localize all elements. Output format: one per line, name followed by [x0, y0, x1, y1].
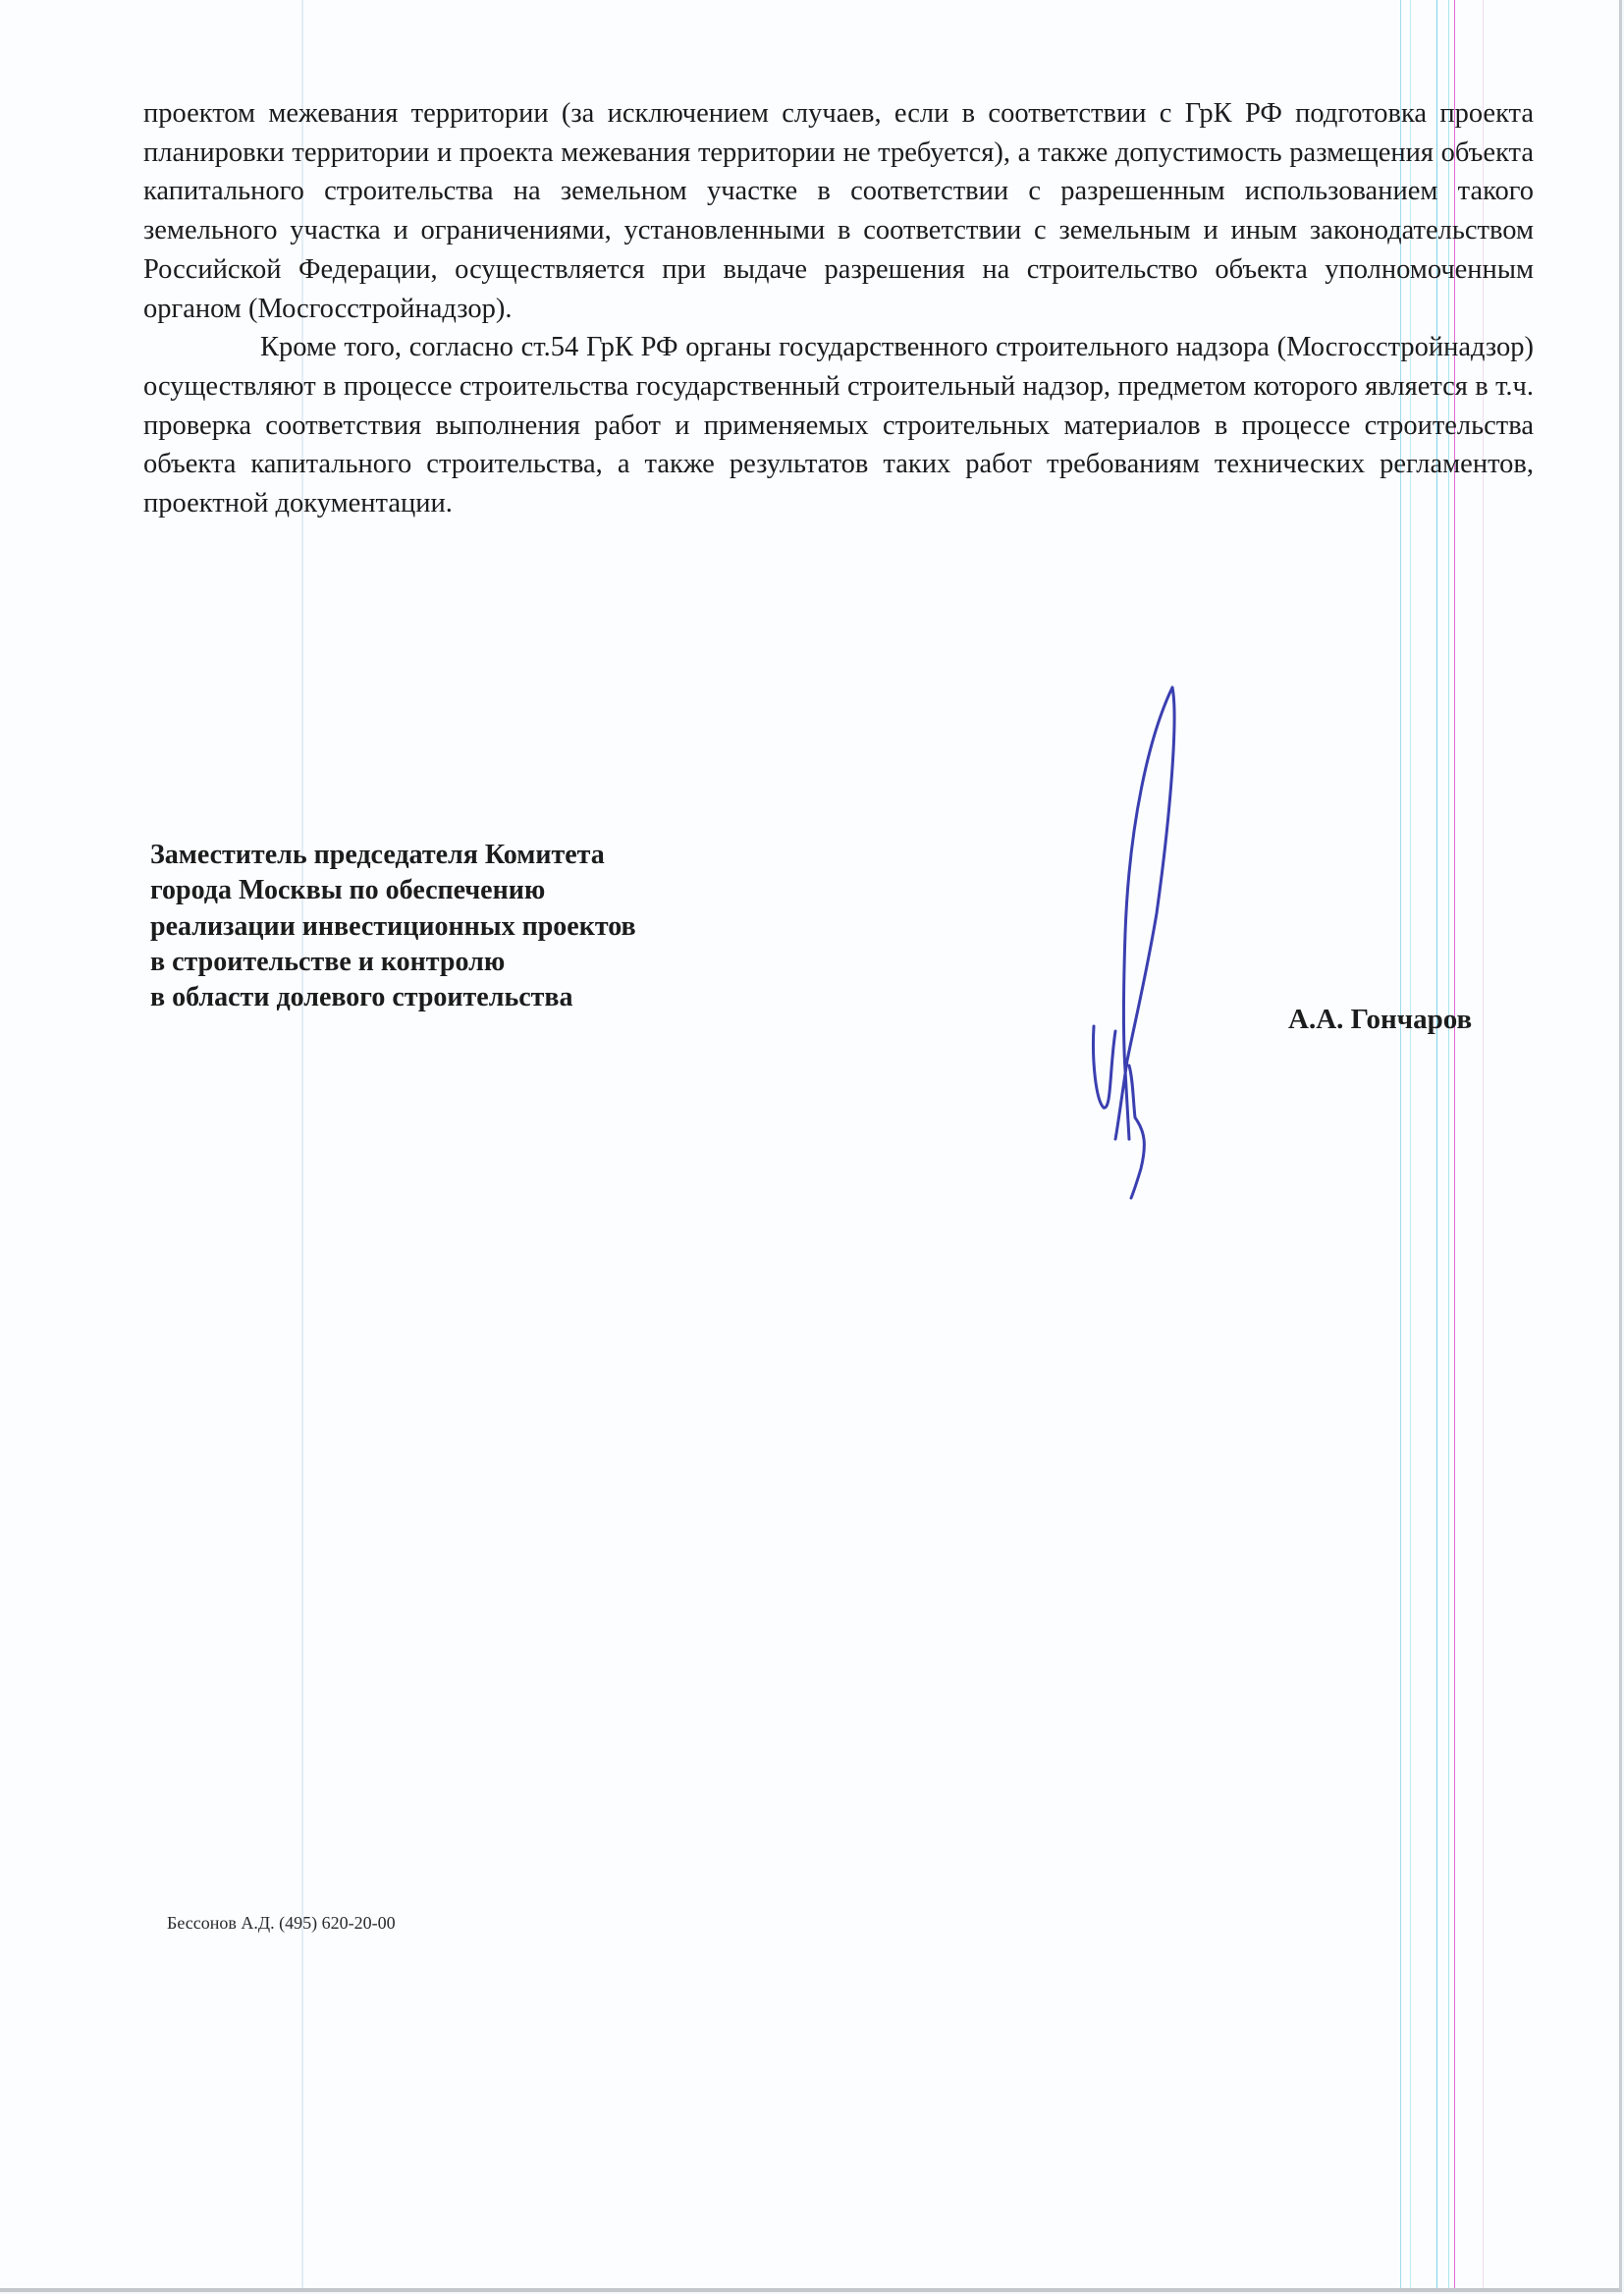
executor-contact: Бессонов А.Д. (495) 620-20-00: [167, 1913, 396, 1933]
letter-body: [143, 94, 1534, 523]
paragraph: Кроме того, согласно ст.54 ГрК РФ органы государственного строительного надзора (Мосгосстройнадзор) осуществляют в процессе строительства государственный строительный надзор, предметом которого является в т.ч. проверка соответствия выполнения работ и применяемых строительных материалов в процессе строительства объекта капитального строительства, а также результатов таких работ требованиям технических регламентов, проектной документации.: [143, 332, 1534, 519]
signatory-title-line: Заместитель председателя Комитета: [150, 840, 605, 870]
paragraph: проектом межевания территории (за исключением случаев, если в соответствии с ГрК РФ подготовка проекта планировки территории и проекта межевания территории не требуется), а также допустимость размещения объекта капитального строительства на земельном участке в соответствии с разрешенным использованием такого земельного участка и ограничениями, установленными в соответствии с земельным и иным законодательством Российской Федерации, осуществляется при выдаче разрешения на строительство объекта уполномоченным органом (Мосгосстройнадзор).: [143, 98, 1534, 324]
signatory-title: [150, 838, 636, 1015]
handwritten-signature: [1080, 678, 1198, 1208]
signatory-name: А.А. Гончаров: [1288, 1004, 1473, 1035]
signatory-title-line: в строительстве и контролю: [150, 946, 506, 977]
signatory-title-line: города Москвы по обеспечению: [150, 875, 546, 906]
signatory-title-line: в области долевого строительства: [150, 982, 573, 1013]
signature-stroke: [1093, 687, 1174, 1198]
signatory-title-line: реализации инвестиционных проектов: [150, 910, 636, 942]
